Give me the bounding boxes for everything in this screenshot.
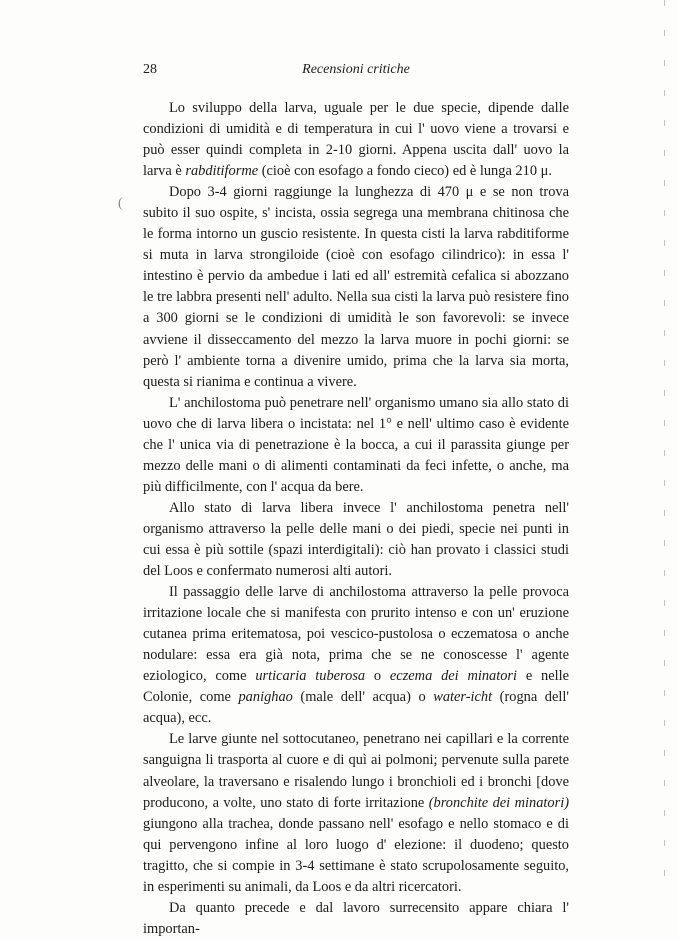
margin-mark: (: [118, 196, 123, 211]
text-run: Allo stato di larva libera invece l' anchilostoma penetra nell' organismo attraverso la pelle delle mani o dei piedi, specie nei punti in cui essa è più sottile (spazi interdigitali): ciò han provato i classici studi del Loos e confermato numerosi alti autori.: [143, 499, 569, 580]
paragraph: [143, 729, 569, 897]
text-run: (male dell' acqua) o: [292, 689, 434, 706]
text-run: e nelle Colonie, come: [143, 668, 569, 706]
paragraph: [143, 498, 569, 582]
italic-term: water-icht: [433, 689, 493, 706]
paragraph: [143, 98, 569, 182]
text-run: giungono alla trachea, donde passano nell' esofago e nello stomaco e di qui pervengono infine al loro luogo d' elezione: il duodeno; questo tragitto, che si compie in 3-4 settimane è stato scrupolosamente seguito, in esperimenti su animali, da Loos e da altri ricercatori.: [143, 815, 569, 895]
text-run: Le larve giunte nel sottocutaneo, penetrano nei capillari e la corrente sanguigna li trasporta al cuore e di quì ai polmoni; pervenute sulla parete alveolare, la traversano e risalendo lungo i bronchioli ed i bronchi [dove producono, a volte, uno stato di forte irritazione: [143, 731, 569, 811]
italic-term: urticaria tuberosa: [255, 668, 366, 685]
text-run: L' anchilostoma può penetrare nell' organismo umano sia allo stato di uovo che di larva libera o incistata: nel 1° e nell' ultimo caso è evidente che l' unica via di penetrazione è la bocca, a cui il parassita giunge per mezzo delle mani o di alimenti contaminati da feci infette, o anche, ma più difficilmente, con l' acqua da bere.: [143, 394, 569, 495]
paragraph: [143, 393, 569, 498]
page-edge-shadow: [664, 0, 665, 900]
italic-term: panighao: [238, 689, 293, 706]
text-run: o: [365, 668, 390, 685]
paragraph: [143, 182, 569, 392]
running-header: [143, 62, 569, 84]
paragraph: [143, 898, 569, 940]
running-title: Recensioni critiche: [302, 62, 410, 77]
text-run: Da quanto precede e dal lavoro surrecensito appare chiara l' importan-: [143, 899, 569, 937]
text-run: (rogna dell' acqua), ecc.: [143, 689, 569, 727]
italic-term: rabditiforme: [185, 163, 259, 180]
text-run: Dopo 3-4 giorni raggiunge la lunghezza di 470 μ e se non trova subito il suo ospite, s' incista, ossia segrega una membrana chitinosa che le forma intorno un guscio resistente. In questa cisti la larva rabditiforme si muta in larva strongiloide (cioè con esofago cilindrico): in essa l' intestino è pervio da ambedue i lati ed all' estremità cefalica si abozzano le tre labbra presenti nell' adulto. Nella sua cisti la larva può resistere fino a 300 giorni se le condizioni di umidità le son favorevoli: se invece avviene il disseccamento del mezzo la larva muore in pochi giorni: se però l' ambiente torna a divenire umido, prima che la larva sia morta, questa si rianima e continua a vivere.: [143, 184, 569, 390]
text-run: Il passaggio delle larve di anchilostoma attraverso la pelle provoca irritazione locale che si manifesta con prurito intenso e con un' eruzione cutanea prima eritematosa, poi vescico-pustolosa o eczematosa o anche nodulare: essa era già nota, prima che se ne conoscesse l' agente eziologico, come: [143, 584, 569, 685]
page-number: 28: [143, 62, 157, 77]
paragraph: [143, 582, 569, 729]
body-text: [143, 98, 569, 940]
italic-term: (bronchite dei minatori): [428, 794, 569, 811]
italic-term: eczema dei minatori: [389, 668, 518, 685]
text-run: Lo sviluppo della larva, uguale per le due specie, dipende dalle condizioni di umidità e di temperatura in cui l' uovo viene a trovarsi e può esser quindi completa in 2-10 giorni. Appena uscita dall' uovo la larva è: [143, 100, 569, 180]
text-run: (cioè con esofago a fondo cieco) ed è lunga 210 μ.: [258, 163, 552, 180]
